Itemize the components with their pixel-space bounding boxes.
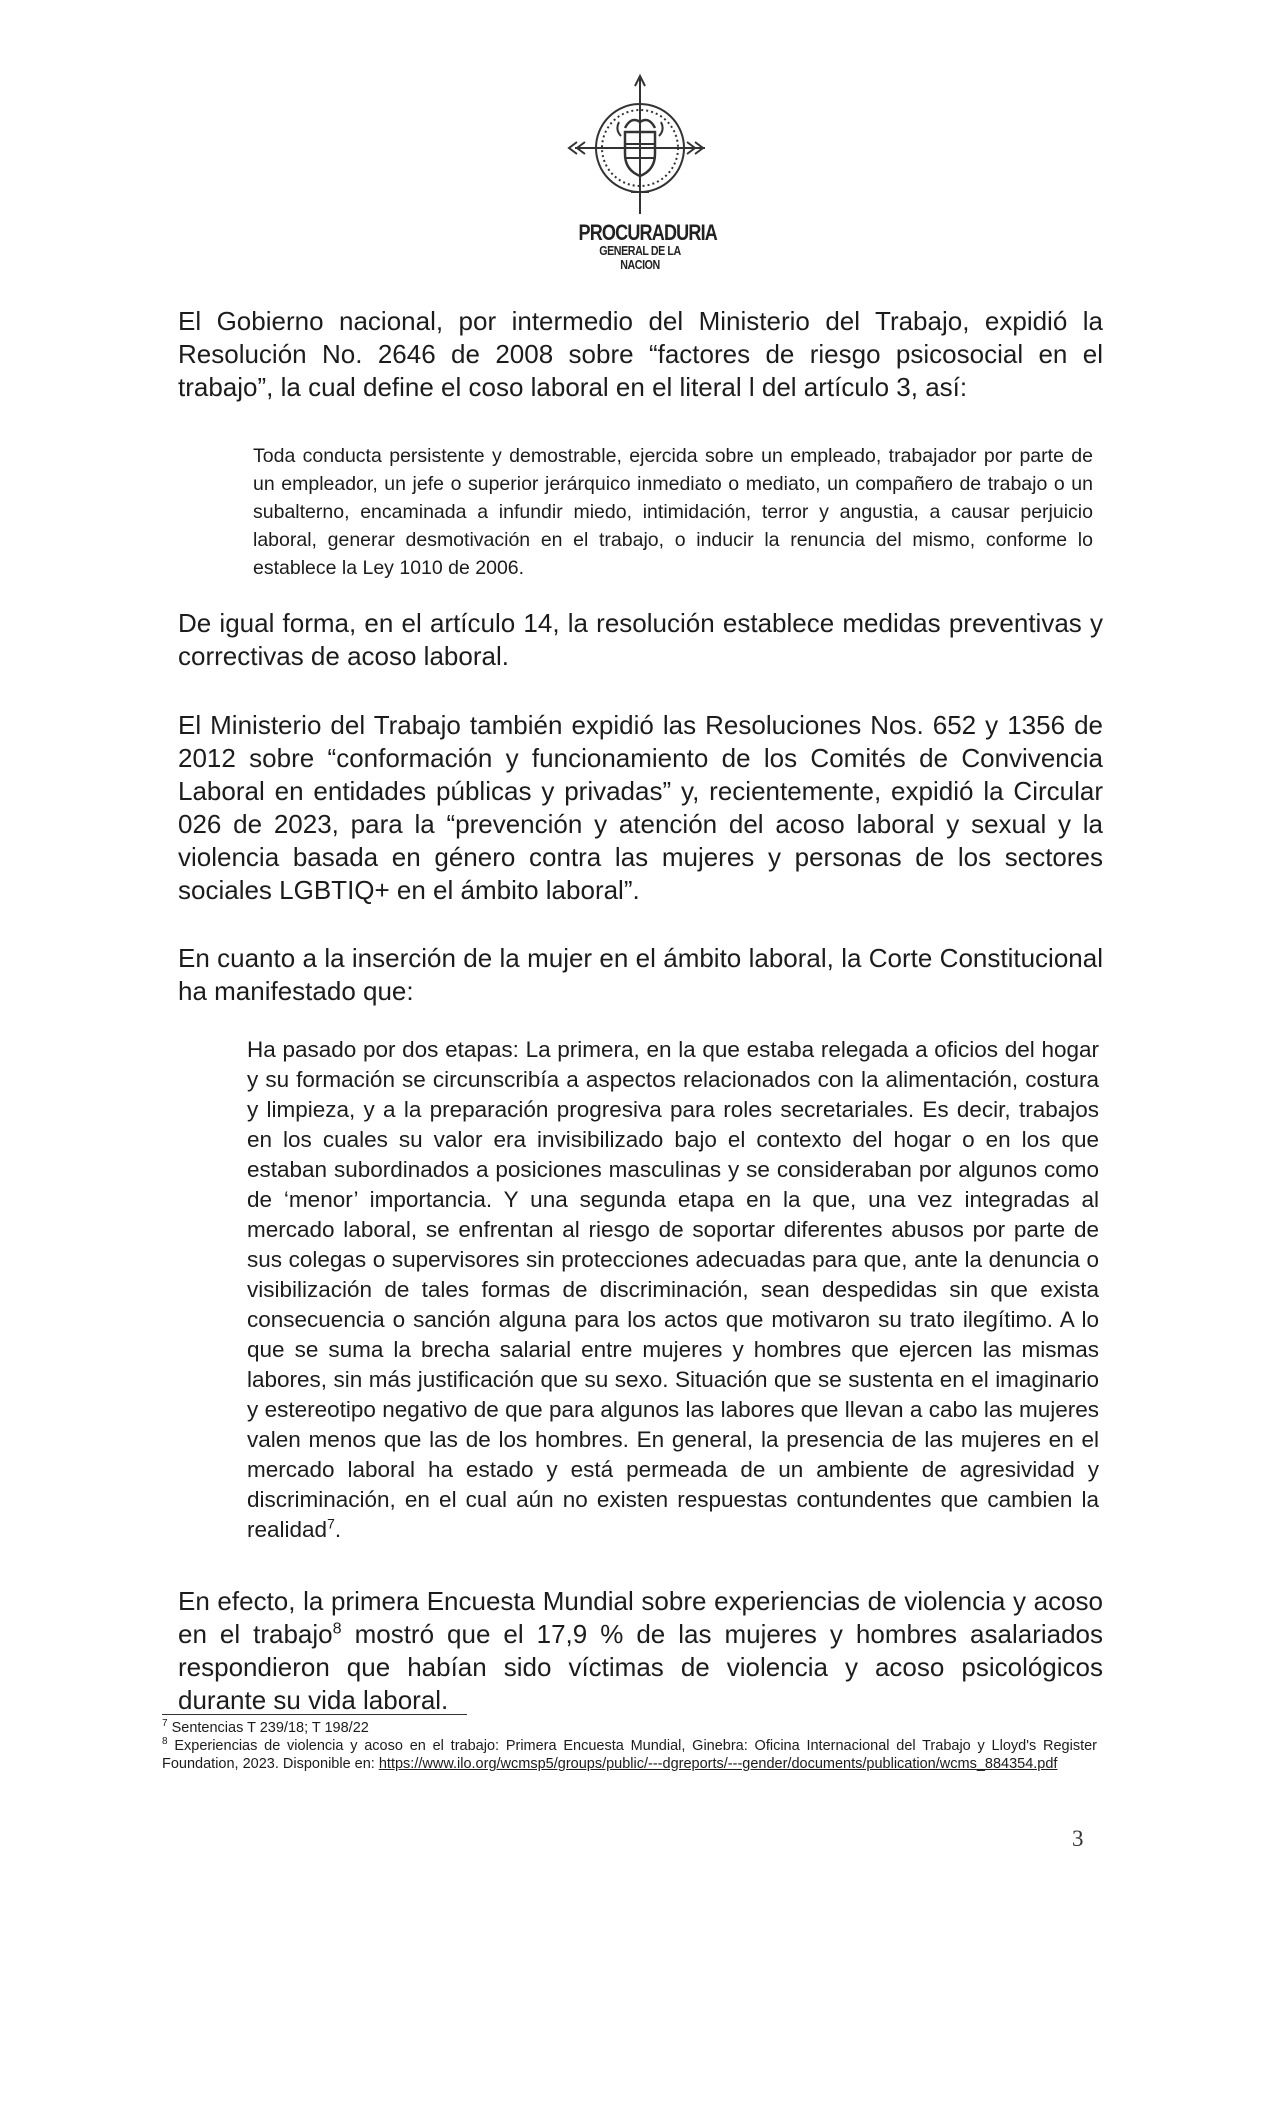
paragraph-articulo-14: De igual forma, en el artículo 14, la resolución establece medidas preventivas y correctivas de acoso laboral. — [178, 608, 1103, 671]
quote-definicion-acoso: Toda conducta persistente y demostrable, ejercida sobre un empleado, trabajador por parte de un empleador, un jefe o superior jerárquico inmediato o mediato, un compañero de trabajo o un subalterno, encaminada a infundir miedo, intimidación, terror y angustia, a causar perjuicio laboral, generar desmotivación en el trabajo, o inducir la renuncia del mismo, conforme lo establece la Ley 1010 de 2006. — [253, 445, 1093, 579]
header-logo — [565, 72, 715, 272]
footnote-7-text: Sentencias T 239/18; T 198/22 — [167, 1720, 369, 1736]
coat-of-arms-icon — [565, 72, 715, 222]
paragraph-resoluciones-ministerio: El Ministerio del Trabajo también expidió las Resoluciones Nos. 652 y 1356 de 2012 sobre “conformación y funcionamiento de los Comités de Convivencia Laboral en entidades públicas y privadas” y, recientemente, expidió la Circular 026 de 2023, para la “prevención y atención del acoso laboral y sexual y la violencia basada en género contra las mujeres y personas de los sectores sociales LGBTIQ+ en el ámbito laboral”. — [178, 710, 1103, 905]
footnote-7-number: 7 — [162, 1718, 168, 1730]
footnote-7 — [162, 1719, 1097, 1737]
footnote-separator — [162, 1714, 467, 1715]
org-name: PROCURADURIA — [578, 220, 717, 245]
quote-corte-constitucional: Ha pasado por dos etapas: La primera, en la que estaba relegada a oficios del hogar y su formación se circunscribía a aspectos relacionados con la alimentación, costura y limpieza, y a la preparación progresiva para roles secretariales. Es decir, trabajos en los cuales su valor era invisibilizado bajo el contexto del hogar o en los que estaban subordinados a posiciones masculinas y se consideraban por algunos como de ‘menor’ importancia. Y una segunda etapa en la que, una vez integradas al mercado laboral, se enfrentan al riesgo de soportar diferentes abusos por parte de sus colegas o supervisores sin protecciones adecuadas para que, ante la denuncia o visibilización de tales formas de discriminación, sean despedidas sin que exista consecuencia o sanción alguna para los actos que motivaron su trato ilegítimo. A lo que se suma la brecha salarial entre mujeres y hombres que ejercen las mismas labores, sin más justificación que su sexo. Situación que se sustenta en el imaginario y estereotipo negativo de que para algunos las labores que llevan a cabo las mujeres valen menos que las de los hombres. En general, la presencia de las mujeres en el mercado laboral ha estado y está permeada de un ambiente de agresividad y discriminación, en el cual aún no existen respuestas contundentes que cambien la realidad$^7$. — [247, 1037, 1099, 1542]
paragraph-resolucion: El Gobierno nacional, por intermedio del Ministerio del Trabajo, expidió la Resolución No. 2646 de 2008 sobre “factores de riesgo psicosocial en el trabajo”, la cual define el coso laboral en el literal l del artículo 3, así: — [178, 306, 1103, 402]
quote-corte-text: Ha pasado por dos etapas: La primera, en la que estaba relegada a oficios del hogar y su formación se circunscribía a aspectos relacionados con la alimentación, costura y limpieza, y a la preparación progresiva para roles secretariales. Es decir, trabajos en los cuales su valor era invisibilizado bajo el contexto del hogar o en los que estaban subordinados a posiciones masculinas y se consideraban por algunos como de ‘menor’ importancia. Y una segunda etapa en la que, una vez integradas al mercado laboral, se enfrentan al riesgo de soportar diferentes abusos por parte de sus colegas o supervisores sin protecciones adecuadas para que, ante la denuncia o visibilización de tales formas de discriminación, sean despedidas sin que exista consecuencia o sanción alguna para los actos que motivaron su trato ilegítimo. A lo que se suma la brecha salarial entre mujeres y hombres que ejercen las mismas labores, sin más justificación que su sexo. Situación que se sustenta en el imaginario y estereotipo negativo de que para algunos las labores que llevan a cabo las mujeres valen menos que las de los hombres. En general, la presencia de las mujeres en el mercado laboral ha estado y está permeada de un ambiente de agresividad y discriminación, en el cual aún no existen respuestas contundentes que cambien la realidad — [247, 1037, 1099, 1542]
footnote-8-link[interactable]: https://www.ilo.org/wcmsp5/groups/public/---dgreports/---gender/documents/publication/wcms_884354.pdf — [378, 1756, 1058, 1772]
encuesta-text-a: En efecto, la primera Encuesta Mundial sobre experiencias de violencia y acoso en el trabajo — [178, 1586, 1103, 1649]
footnote-ref-8: 8 — [332, 1619, 342, 1638]
footnote-8-text: Experiencias de violencia y acoso en el trabajo: Primera Encuesta Mundial, Ginebra: Oficina Internacional del Trabajo y Lloyd's Register Foundation, 2023. Disponible en: — [162, 1738, 1097, 1772]
page-number: 3 — [1072, 1826, 1084, 1851]
footnote-8-number: 8 — [162, 1736, 168, 1748]
org-subtitle: GENERAL DE LA NACION — [599, 243, 681, 272]
footnote-ref-7: 7 — [327, 1515, 335, 1532]
encuesta-text-b: mostró que el 17,9 % de las mujeres y hombres asalariados respondieron que habían sido víctimas de violencia y acoso psicológicos durante su vida laboral. — [178, 1619, 1104, 1715]
paragraph-encuesta-mundial — [178, 1585, 1103, 1717]
footnote-8 — [162, 1737, 1097, 1773]
paragraph-corte-constitucional: En cuanto a la inserción de la mujer en el ámbito laboral, la Corte Constitucional ha manifestado que: — [178, 943, 1103, 1006]
